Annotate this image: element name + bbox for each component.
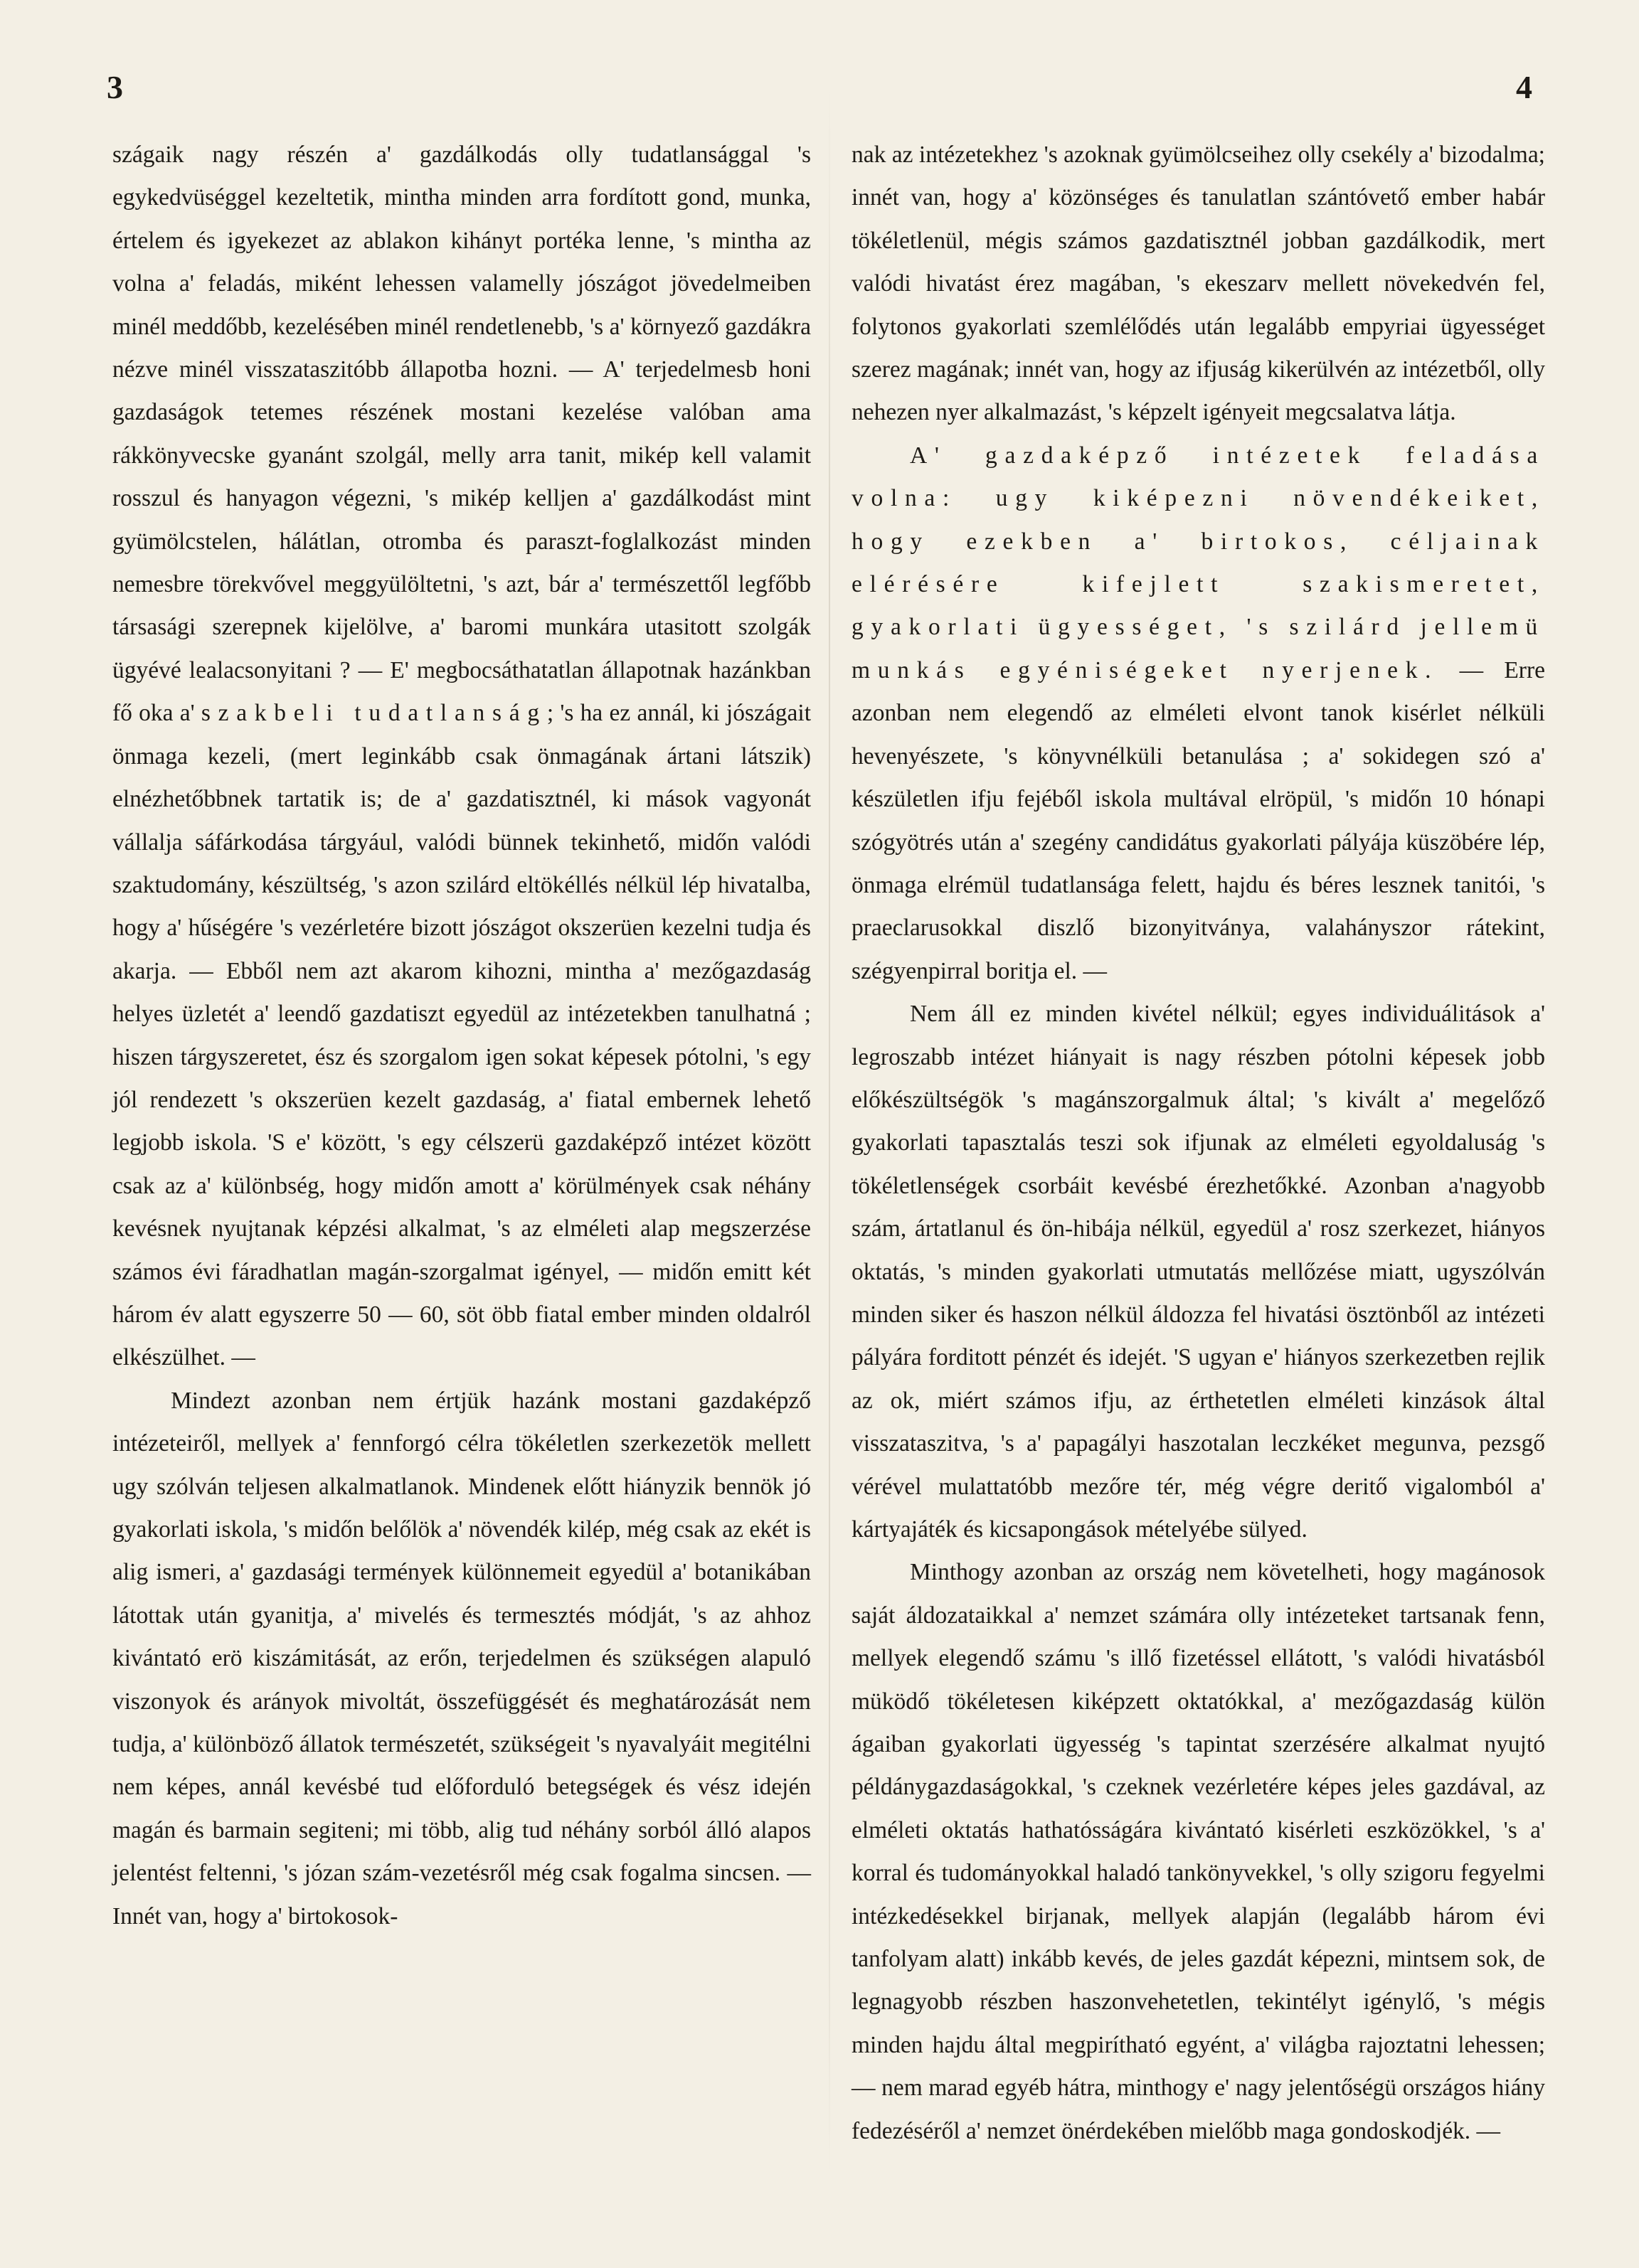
page-gutter [829, 85, 830, 2176]
right-paragraph-3: Nem áll ez minden kivétel nélkül; egyes individuálitások a' legroszabb intézet hiányait is nagy részben pótolni képesek jobb előkészültségök 's magánszorgalmuk által; 's kivált a' megelőző gyakorlati tapasztalás teszi sok ifjunak az elméleti egyoldaluság 's tökéletlenségek csorbáit kevésbé érezhetőkké. Azonban a'nagyobb szám, ártatlanul és ön-hibája nélkül, egyedül a' rosz szerkezet, hiányos oktatás, 's minden gyakorlati utmutatás mellőzése miatt, ugyszólván minden siker és haszon nélkül áldozza fel hivatási ösztönből az intézeti pályára forditott pénzét és idejét. 'S ugyan e' hiányos szerkezetben rejlik az ok, miért számos ifju, az érthetetlen elméleti kinzások által visszataszitva, 's a' papagályi haszotalan leczkéket megunva, pezsgő vérével mulattatóbb mezőre tér, még végre deritő vigalomból a' kártyajáték és kicsapongások mételyébe sülyed. [852, 1001, 1545, 1543]
left-paragraph-2: Mindezt azonban nem értjük hazánk mostani gazdaképző intézeteiről, mellyek a' fennforgó célra tökéletlen szerkezetök mellett ugy szólván teljesen alkalmatlanok. Mindenek előtt hiányzik bennök jó gyakorlati iskola, 's midőn belőlök a' növendék kilép, még csak az ekét is alig ismeri, a' gazdasági termények különnemeit egyedül a' botanikában látottak után gyanitja, a' mivelés és termesztés módját, 's az ahhoz kivántató erö kiszámitását, az erőn, terjedelmen és szükségen alapuló viszonyok és arányok mivoltát, összefüggését és meghatározását nem tudja, a' különböző állatok természetét, szükségeit 's nyavalyáit megitélni nem képes, annál kevésbé tud előforduló betegségek és vész idején magán és barmain segiteni; mi több, alig tud néhány sorból álló alapos jelentést feltenni, 's józan szám-vezetésről még csak fogalma sincsen. — Innét van, hogy a' birtokosok- [112, 1387, 811, 1929]
page-number-left: 3 [107, 69, 123, 105]
right-paragraph-1: nak az intézetekhez 's azoknak gyümölcseihez olly csekély a' bizodalma; innét van, hogy a' közönséges és tanulatlan szántóvető ember habár tökéletlenül, mégis számos gazdatisztnél jobban gazdálkodik, mert valódi hivatást érez magában, 's ekeszarv mellett növekedvén fel, folytonos gyakorlati szemlélődés után legalább empyriai ügyességet szerez magának; innét van, hogy az ifjuság kikerülvén az intézetből, olly nehezen nyer alkalmazást, 's képzelt igényeit megcsalatva látja. [852, 142, 1545, 426]
right-paragraph-2-emphasis: A' gazdaképző intézetek feladása volna: ugy kiképezni növendékeiket, hogy ezekben a' birtokos, céljainak elérésére kifejlett szakismeretet, gyakorlati ügyességet, 's szilárd jellemü munkás egyéniségeket nyerjenek. [852, 442, 1545, 683]
right-paragraph-4: Minthogy azonban az ország nem követelheti, hogy magánosok saját áldozataikkal a' nemzet számára olly intézeteket tartsanak fenn, mellyek elegendő számu 's illő fizetéssel ellátott, 's valódi hivatásból müködő tökéletesen kiképzett oktatókkal, a' mezőgazdaság külön ágaiban gyakorlati ügyesség 's tapintat szerzésére alkalmat nyujtó példánygazdaságokkal, 's czeknek vezérletére képes jeles gazdával, az elméleti oktatás hathatósságára kivántató kisérleti eszközökkel, 's a' korral és tudományokkal haladó tankönyvekkel, 's olly szigoru fegyelmi intézkedésekkel birjanak, mellyek alapján (legalább három évi tanfolyam alatt) inkább kevés, de jeles gazdát képezni, mintsem sok, de legnagyobb részben haszonvehetetlen, tekintélyt igénylő, 's mégis minden hajdu által megpirítható egyént, a' világba rajoztatni lehessen; — nem marad egyéb hátra, minthogy e' nagy jelentőségü országos hiány fedezéséről a' nemzet önérdekében mielőbb maga gondoskodjék. — [852, 1559, 1545, 2144]
right-paragraph-2 [852, 435, 1545, 993]
left-paragraph-1-text-a: szágaik nagy részén a' gazdálkodás olly tudatlansággal 's egykedvüséggel kezeltetik, mintha minden arra fordított gond, munka, értelem és igyekezet az ablakon kihányt portéka lenne, 's mintha az volna a' feladás, miként lehessen valamelly jószágot jövedelmeiben minél meddőbb, kezelésében minél rendetlenebb, 's a' környező gazdákra nézve minél visszataszitóbb állapotba hozni. — A' terjedelmesb honi gazdaságok tetemes részének mostani kezelése valóban ama rákkönyvecske gyanánt szolgál, melly arra tanit, mikép kell valamit rosszul és hanyagon végezni, 's mikép kelljen a' gazdálkodást mint gyümölcstelen, hálátlan, otromba és paraszt-foglalkozást minden nemesbre törekvővel meggyülöltetni, 's azt, bár a' természettől legfőbb társasági szerepnek kijelölve, a' baromi munkára utasitott szolgák ügyévé lealacsonyitani ? — E' megbocsáthatatlan állapotnak hazánkban fő oka a' [112, 142, 811, 727]
left-paragraph-1-text-b: ; 's ha ez annál, ki jószágait önmaga kezeli, (mert leginkább csak önmagának ártani látszik) elnézhetőbbnek tartatik is; de a' gazdatisztnél, ki mások vagyonát vállalja sáfárkodása tárgyául, valódi bünnek tekinhető, midőn valódi szaktudomány, készültség, 's azon szilárd eltökéllés nélkül lép hivatalba, hogy a' hűségére 's vezérletére bizott jószágot okszerüen kezelni tudja és akarja. — Ebből nem azt akarom kihozni, mintha a' mezőgazdaság helyes üzletét a' leendő gazdatiszt egyedül az intézetekben tanulhatná ; hiszen tárgyszeretet, ész és szorgalom igen sokat képesek pótolni, 's egy jól rendezett 's okszerüen kezelt gazdaság, a' fiatal embernek lehető legjobb iskola. 'S e' között, 's egy célszerü gazdaképző intézet között csak az a' különbség, hogy midőn amott a' körülmények csak néhány kevésnek nyujtanak képzési alkalmat, 's az elméleti alap megszerzése számos évi fáradhatlan magán-szorgalmat igényel, — midőn emitt két három év alatt egyszerre 50 — 60, söt öbb fiatal ember minden oldalról elkészülhet. — [112, 700, 812, 1371]
right-paragraph-2-text: — Erre azonban nem elegendő az elméleti elvont tanok kisérlet nélküli hevenyészete, 's könyvnélküli betanulása ; a' sokidegen szó a' készületlen ifju fejéből iskola multával elröpül, 's midőn 10 hónapi szógyötrés után a' szegény candidátus gyakorlati pályája küszöbére lép, önmaga elrémül tudatlansága felett, hajdu és béres lesznek tanitói, 's praeclarusokkal diszlő bizonyitványa, valahányszor rátekint, szégyenpirral boritja el. — [852, 656, 1545, 984]
right-column [852, 134, 1545, 2153]
left-paragraph-1-emphasis: szakbeli tudatlanság [201, 700, 547, 727]
left-paragraph-1 [112, 134, 811, 1380]
page-number-right: 4 [1516, 69, 1532, 105]
left-column [112, 134, 811, 1938]
